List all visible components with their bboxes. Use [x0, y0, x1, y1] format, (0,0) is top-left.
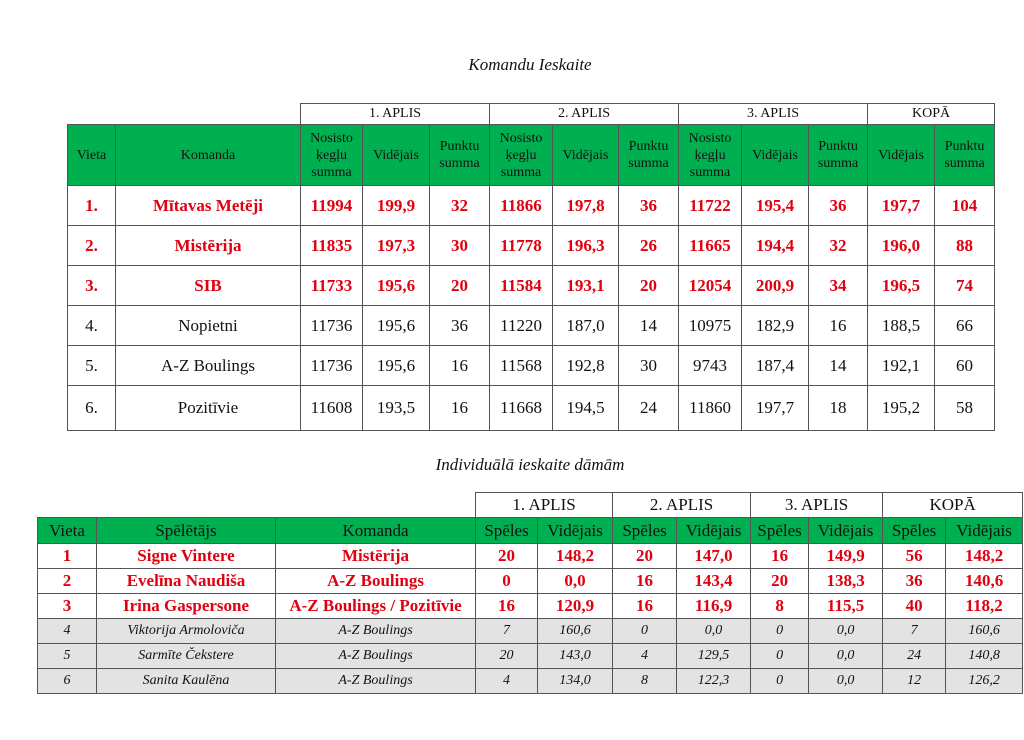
column-header: Nosisto ķegļu summa — [301, 125, 363, 186]
table-cell: 14 — [619, 306, 679, 346]
table-cell: 20 — [751, 569, 809, 594]
column-header: Vieta — [38, 518, 97, 544]
table-cell: 197,8 — [553, 186, 619, 226]
table-cell: 5. — [68, 346, 116, 386]
column-header: Nosisto ķegļu summa — [490, 125, 553, 186]
column-header: Vidējais — [363, 125, 430, 186]
women-individual-title: Individuālā ieskaite dāmām — [435, 455, 625, 474]
table-cell: 195,6 — [363, 346, 430, 386]
group-header: 2. APLIS — [613, 493, 751, 518]
table-cell: 2 — [38, 569, 97, 594]
table-cell: 66 — [935, 306, 995, 346]
table-cell: 148,2 — [538, 544, 613, 569]
table-cell: 14 — [809, 346, 868, 386]
table-cell: 193,5 — [363, 386, 430, 431]
table-cell: 118,2 — [946, 594, 1023, 619]
table-cell: 6. — [68, 386, 116, 431]
table-cell: Evelīna Naudiša — [97, 569, 276, 594]
table-cell: 11220 — [490, 306, 553, 346]
table-cell: Viktorija Armoloviča — [97, 619, 276, 644]
table-cell: 140,8 — [946, 644, 1023, 669]
table-cell: 36 — [809, 186, 868, 226]
table-cell: 0 — [476, 569, 538, 594]
table-cell: 3. — [68, 266, 116, 306]
table-cell: 116,9 — [677, 594, 751, 619]
table-cell: 10975 — [679, 306, 742, 346]
column-header: Vidējais — [538, 518, 613, 544]
table-cell: 0,0 — [809, 669, 883, 694]
column-header-row — [38, 518, 1023, 544]
table-cell: 0,0 — [809, 644, 883, 669]
table-cell: 11568 — [490, 346, 553, 386]
table-cell: SIB — [116, 266, 301, 306]
table-cell: 11860 — [679, 386, 742, 431]
table-cell: 11668 — [490, 386, 553, 431]
table-cell: 4 — [38, 619, 97, 644]
group-header: KOPĀ — [883, 493, 1023, 518]
table-cell: Sanita Kaulēna — [97, 669, 276, 694]
table-cell: 197,7 — [868, 186, 935, 226]
table-cell: 0 — [613, 619, 677, 644]
table-cell: 20 — [613, 544, 677, 569]
table-cell: 12 — [883, 669, 946, 694]
group-header: 2. APLIS — [490, 104, 679, 125]
table-cell: 16 — [476, 594, 538, 619]
blank-cell — [38, 493, 476, 518]
table-cell: 16 — [613, 569, 677, 594]
table-cell: A-Z Boulings — [116, 346, 301, 386]
table-cell: 143,4 — [677, 569, 751, 594]
table-cell: A-Z Boulings — [276, 644, 476, 669]
table-cell: 160,6 — [538, 619, 613, 644]
table-cell: 120,9 — [538, 594, 613, 619]
table-cell: 16 — [751, 544, 809, 569]
table-cell: 36 — [883, 569, 946, 594]
table-cell: Mistērija — [116, 226, 301, 266]
table-cell: 200,9 — [742, 266, 809, 306]
table-cell: 11778 — [490, 226, 553, 266]
column-header: Spēles — [476, 518, 538, 544]
column-header: Komanda — [276, 518, 476, 544]
table-cell: 7 — [476, 619, 538, 644]
table-cell: 196,5 — [868, 266, 935, 306]
table-cell: 138,3 — [809, 569, 883, 594]
table-row — [68, 386, 995, 431]
table-cell: 40 — [883, 594, 946, 619]
table-cell: 16 — [809, 306, 868, 346]
group-header-row — [38, 493, 1023, 518]
table-cell: 7 — [883, 619, 946, 644]
table-cell: 11994 — [301, 186, 363, 226]
table-cell: 24 — [619, 386, 679, 431]
table-cell: 197,7 — [742, 386, 809, 431]
table-cell: 9743 — [679, 346, 742, 386]
table-cell: 134,0 — [538, 669, 613, 694]
table-cell: 2. — [68, 226, 116, 266]
table-row — [38, 644, 1023, 669]
table-cell: 196,3 — [553, 226, 619, 266]
table-cell: 194,4 — [742, 226, 809, 266]
table-row — [68, 226, 995, 266]
table-cell: 8 — [613, 669, 677, 694]
table-cell: 188,5 — [868, 306, 935, 346]
table-cell: 26 — [619, 226, 679, 266]
table-cell: 194,5 — [553, 386, 619, 431]
table-row — [38, 619, 1023, 644]
column-header: Vidējais — [868, 125, 935, 186]
column-header: Spēles — [613, 518, 677, 544]
table-cell: 195,6 — [363, 306, 430, 346]
table-cell: 88 — [935, 226, 995, 266]
column-header: Vidējais — [809, 518, 883, 544]
table-cell: 140,6 — [946, 569, 1023, 594]
table-cell: 60 — [935, 346, 995, 386]
table-cell: 187,0 — [553, 306, 619, 346]
table-cell: 11736 — [301, 346, 363, 386]
table-cell: 195,6 — [363, 266, 430, 306]
table-cell: 20 — [476, 644, 538, 669]
table-row — [68, 266, 995, 306]
table-cell: 24 — [883, 644, 946, 669]
group-header-row — [68, 104, 995, 125]
table-cell: A-Z Boulings — [276, 669, 476, 694]
table-cell: 36 — [430, 306, 490, 346]
column-header: Vieta — [68, 125, 116, 186]
column-header: Nosisto ķegļu summa — [679, 125, 742, 186]
table-cell: 6 — [38, 669, 97, 694]
table-row — [38, 544, 1023, 569]
table-cell: 11584 — [490, 266, 553, 306]
table-cell: 11608 — [301, 386, 363, 431]
group-header: 3. APLIS — [679, 104, 868, 125]
group-header: 3. APLIS — [751, 493, 883, 518]
table-cell: 36 — [619, 186, 679, 226]
column-header: Vidējais — [677, 518, 751, 544]
table-cell: 4 — [613, 644, 677, 669]
table-cell: 32 — [809, 226, 868, 266]
column-header: Punktu summa — [430, 125, 490, 186]
table-cell: 160,6 — [946, 619, 1023, 644]
table-cell: 16 — [613, 594, 677, 619]
table-cell: 12054 — [679, 266, 742, 306]
table-cell: 104 — [935, 186, 995, 226]
table-cell: 16 — [430, 346, 490, 386]
table-cell: 11736 — [301, 306, 363, 346]
table-cell: 11866 — [490, 186, 553, 226]
column-header: Spēles — [751, 518, 809, 544]
table-cell: 32 — [430, 186, 490, 226]
table-cell: 149,9 — [809, 544, 883, 569]
column-header: Punktu summa — [935, 125, 995, 186]
table-cell: 192,1 — [868, 346, 935, 386]
table-cell: 0 — [751, 669, 809, 694]
table-cell: 143,0 — [538, 644, 613, 669]
table-cell: 11733 — [301, 266, 363, 306]
table-cell: 30 — [430, 226, 490, 266]
table-cell: 1. — [68, 186, 116, 226]
column-header: Punktu summa — [619, 125, 679, 186]
table-cell: 199,9 — [363, 186, 430, 226]
table-cell: 20 — [619, 266, 679, 306]
table-cell: 193,1 — [553, 266, 619, 306]
table-cell: 197,3 — [363, 226, 430, 266]
group-header: 1. APLIS — [301, 104, 490, 125]
table-cell: 147,0 — [677, 544, 751, 569]
women-individual-table — [37, 492, 1023, 694]
table-cell: 0 — [751, 644, 809, 669]
table-cell: 187,4 — [742, 346, 809, 386]
table-cell: 115,5 — [809, 594, 883, 619]
table-cell: Signe Vintere — [97, 544, 276, 569]
table-cell: 4 — [476, 669, 538, 694]
table-cell: 0 — [751, 619, 809, 644]
table-cell: 11835 — [301, 226, 363, 266]
table-cell: 0,0 — [677, 619, 751, 644]
table-cell: 58 — [935, 386, 995, 431]
table-cell: 34 — [809, 266, 868, 306]
table-cell: 126,2 — [946, 669, 1023, 694]
table-cell: 129,5 — [677, 644, 751, 669]
team-standings-title: Komandu Ieskaite — [468, 55, 592, 74]
table-cell: 4. — [68, 306, 116, 346]
table-row — [38, 594, 1023, 619]
table-cell: 195,4 — [742, 186, 809, 226]
table-cell: 1 — [38, 544, 97, 569]
table-cell: 195,2 — [868, 386, 935, 431]
table-cell: Mistērija — [276, 544, 476, 569]
table-cell: 8 — [751, 594, 809, 619]
table-cell: 30 — [619, 346, 679, 386]
group-header: KOPĀ — [868, 104, 995, 125]
group-header: 1. APLIS — [476, 493, 613, 518]
table-cell: 182,9 — [742, 306, 809, 346]
table-row — [38, 669, 1023, 694]
table-row — [68, 186, 995, 226]
table-cell: Irina Gaspersone — [97, 594, 276, 619]
table-cell: 196,0 — [868, 226, 935, 266]
column-header: Punktu summa — [809, 125, 868, 186]
table-cell: 11665 — [679, 226, 742, 266]
table-cell: 11722 — [679, 186, 742, 226]
table-cell: Pozitīvie — [116, 386, 301, 431]
table-cell: 122,3 — [677, 669, 751, 694]
column-header: Spēles — [883, 518, 946, 544]
table-cell: 74 — [935, 266, 995, 306]
table-cell: 0,0 — [538, 569, 613, 594]
column-header: Vidējais — [946, 518, 1023, 544]
table-cell: Mītavas Metēji — [116, 186, 301, 226]
column-header: Spēlētājs — [97, 518, 276, 544]
table-row — [68, 346, 995, 386]
table-cell: Nopietni — [116, 306, 301, 346]
table-cell: 5 — [38, 644, 97, 669]
table-cell: A-Z Boulings / Pozitīvie — [276, 594, 476, 619]
table-cell: 192,8 — [553, 346, 619, 386]
table-row — [38, 569, 1023, 594]
table-row — [68, 306, 995, 346]
column-header: Vidējais — [553, 125, 619, 186]
team-standings-table — [67, 103, 995, 431]
table-cell: A-Z Boulings — [276, 619, 476, 644]
blank-cell — [68, 104, 301, 125]
table-cell: 18 — [809, 386, 868, 431]
column-header-row — [68, 125, 995, 186]
table-cell: 56 — [883, 544, 946, 569]
table-cell: 0,0 — [809, 619, 883, 644]
table-cell: 16 — [430, 386, 490, 431]
table-cell: 148,2 — [946, 544, 1023, 569]
table-cell: A-Z Boulings — [276, 569, 476, 594]
table-cell: 20 — [476, 544, 538, 569]
column-header: Komanda — [116, 125, 301, 186]
table-cell: Sarmīte Čekstere — [97, 644, 276, 669]
table-cell: 3 — [38, 594, 97, 619]
column-header: Vidējais — [742, 125, 809, 186]
table-cell: 20 — [430, 266, 490, 306]
